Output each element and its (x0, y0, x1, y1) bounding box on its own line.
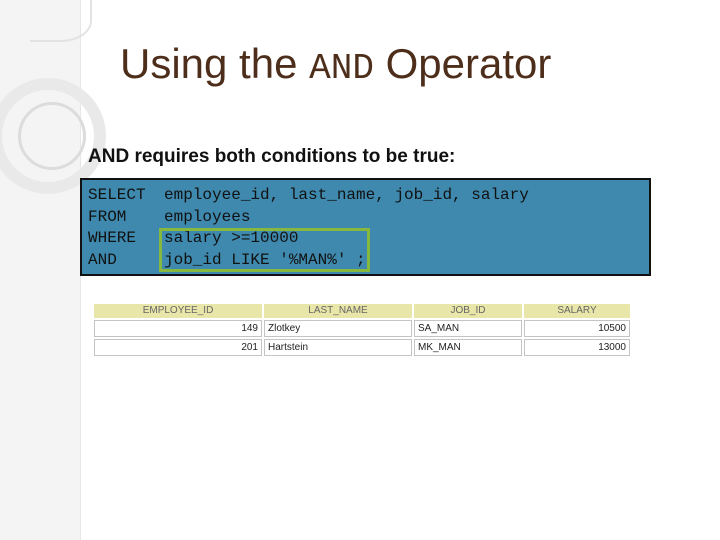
column-header-last-name: LAST_NAME (264, 304, 412, 318)
intro-text: AND requires both conditions to be true: (88, 146, 456, 167)
cell-employee-id: 201 (94, 339, 262, 356)
sql-clause: job_id LIKE '%MAN%' ; (164, 251, 366, 269)
sql-line-from (88, 207, 250, 228)
slide-title (120, 40, 551, 89)
sql-clause: salary >=10000 (164, 229, 299, 247)
decorative-arc (30, 0, 92, 42)
cell-job-id: MK_MAN (414, 339, 522, 356)
left-decorative-band (0, 0, 81, 540)
cell-employee-id: 149 (94, 320, 262, 337)
table-header-row (94, 304, 630, 318)
table-row (94, 339, 630, 356)
sql-code-block (80, 178, 651, 276)
title-code-keyword: AND (309, 48, 374, 89)
cell-job-id: SA_MAN (414, 320, 522, 337)
sql-keyword: FROM (88, 208, 127, 226)
table-row (94, 320, 630, 337)
title-prefix: Using the (120, 40, 310, 87)
title-suffix: Operator (373, 40, 552, 87)
cell-last-name: Hartstein (264, 339, 412, 356)
sql-keyword: SELECT (88, 186, 146, 204)
column-header-salary: SALARY (524, 304, 630, 318)
column-header-employee-id: EMPLOYEE_ID (94, 304, 262, 318)
sql-keyword: WHERE (88, 229, 137, 247)
sql-keyword: AND (88, 251, 117, 269)
decorative-ring-inner (18, 102, 86, 170)
sql-clause: employees (164, 208, 251, 226)
query-result-table (92, 302, 632, 358)
conditions-highlight-box (159, 228, 370, 272)
cell-salary: 13000 (524, 339, 630, 356)
sql-clause: employee_id, last_name, job_id, salary (164, 186, 529, 204)
cell-last-name: Zlotkey (264, 320, 412, 337)
sql-line-select (88, 185, 529, 206)
cell-salary: 10500 (524, 320, 630, 337)
column-header-job-id: JOB_ID (414, 304, 522, 318)
